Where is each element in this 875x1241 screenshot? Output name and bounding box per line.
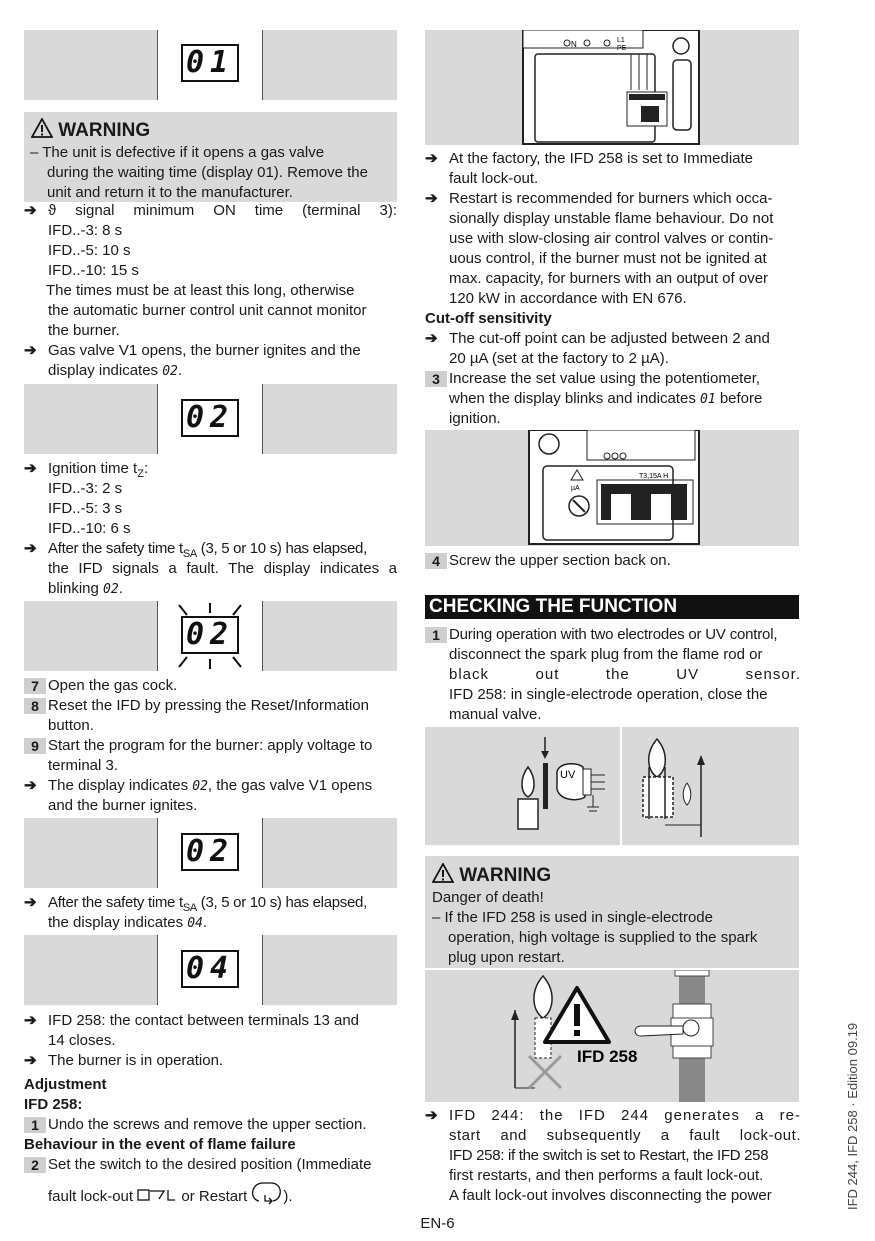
text-line: The cut-off point can be adjusted between 2 and: [449, 330, 770, 347]
step-text: black out the UV sensor.: [449, 666, 801, 683]
danger-text: Danger of death!: [432, 889, 544, 906]
text-line: and the burner ignites.: [48, 797, 198, 814]
text-line: IFD..-3: 2 s: [48, 480, 123, 497]
high-voltage-drawing: [425, 970, 799, 1102]
step-text: [425, 389, 801, 409]
step-text: Undo the screws and remove the upper section.: [48, 1116, 367, 1133]
text-line: start and subsequently a fault lock-out.: [449, 1127, 801, 1144]
text-span: (3, 5 or 10 s) has elapsed,: [196, 894, 367, 911]
warning-triangle-icon: [31, 118, 53, 138]
arrow-icon: ➔: [425, 330, 438, 347]
text-span: blinking: [48, 580, 104, 597]
text-line: [24, 361, 397, 381]
text-span: ).: [283, 1188, 293, 1205]
text-line: 20 µA (set at the factory to 2 µA).: [449, 350, 669, 367]
text-line: [24, 913, 397, 933]
warning-text: plug upon restart.: [448, 949, 565, 966]
arrow-icon: ➔: [24, 202, 37, 219]
warning-text: – The unit is defective if it opens a gas valve: [30, 144, 325, 161]
text-line: the burner.: [48, 322, 120, 339]
step-text: disconnect the spark plug from the flame rod or: [449, 646, 763, 663]
arrow-icon: ➔: [24, 540, 37, 557]
flame-check-panel: [425, 727, 799, 845]
text-line: IFD..-5: 10 s: [48, 242, 131, 259]
text-span: .: [202, 914, 208, 931]
display-code: 01: [700, 392, 716, 407]
display-panel-01: [24, 30, 397, 100]
text-line: IFD..-3: 8 s: [48, 222, 123, 239]
step-number: 8: [24, 698, 46, 714]
step-text: terminal 3.: [48, 757, 119, 774]
arrow-icon: ➔: [24, 460, 37, 477]
device-switch-panel: [425, 30, 799, 145]
text-line: [24, 776, 397, 796]
warning-text: – If the IFD 258 is used in single-electrode: [432, 909, 713, 926]
text-span: before: [715, 390, 763, 407]
text-line: fault lock-out.: [449, 170, 539, 187]
text-span: After the safety time t: [48, 540, 183, 557]
step-number: 2: [24, 1157, 46, 1173]
edition-side-text: IFD 244, IFD 258 · Edition 09.19: [845, 1022, 860, 1210]
text-line: [24, 459, 397, 479]
step-text: Open the gas cock.: [48, 677, 178, 694]
text-span: the display indicates: [48, 914, 188, 931]
text-span: :: [143, 460, 149, 477]
text-line: ϑ signal minimum ON time (terminal 3):: [48, 202, 397, 219]
subscript: Z: [137, 468, 144, 480]
terminal-l1-label: L1: [617, 37, 625, 44]
text-line: [24, 893, 397, 913]
step-text: ignition.: [449, 410, 501, 427]
warning-text: unit and return it to the manufacturer.: [47, 184, 293, 201]
step-text: Increase the set value using the potentiometer,: [449, 370, 761, 387]
text-line: Restart is recommended for burners which occa-: [449, 190, 773, 207]
text-line: first restarts, and then performs a fault lock-out.: [449, 1167, 764, 1184]
arrow-icon: ➔: [425, 1107, 438, 1124]
text-line: IFD..-10: 6 s: [48, 520, 131, 537]
lcd-display-02: 02: [181, 833, 239, 871]
text-line: IFD..-10: 15 s: [48, 262, 139, 279]
step-text: button.: [48, 717, 94, 734]
uv-label: UV: [560, 769, 576, 781]
fuse-label: T3,15A H: [639, 473, 669, 480]
step-number: 9: [24, 738, 46, 754]
lcd-display-02: 02: [181, 399, 239, 437]
text-span: (3, 5 or 10 s) has elapsed,: [196, 540, 367, 557]
lcd-display-02-blinking: 02: [181, 616, 239, 654]
checking-function-heading: CHECKING THE FUNCTION: [425, 595, 799, 619]
subscript: SA: [182, 902, 197, 914]
step-text: Screw the upper section back on.: [449, 552, 671, 569]
step-text: Set the switch to the desired position (Immediate: [48, 1156, 372, 1173]
text-line: IFD..-5: 3 s: [48, 500, 123, 517]
terminal-pe-label: PE: [617, 45, 627, 52]
behaviour-heading: Behaviour in the event of flame failure: [24, 1136, 296, 1153]
text-span: fault lock-out: [48, 1188, 138, 1205]
text-line: uous control, if the burner must not be ignited at: [449, 250, 767, 267]
lcd-display-01: 01: [181, 44, 239, 82]
uv-sensor-drawing: [425, 727, 799, 845]
text-line: the IFD signals a fault. The display indicates a: [48, 560, 397, 577]
step-text: Reset the IFD by pressing the Reset/Information: [48, 697, 369, 714]
warning-triangle-icon: [432, 863, 454, 883]
text-line: IFD 258: the contact between terminals 13 and: [48, 1012, 360, 1029]
lcd-display-04: 04: [181, 950, 239, 988]
text-line: max. capacity, for burners with an output of over: [449, 270, 769, 287]
text-line: The burner is in operation.: [48, 1052, 224, 1069]
display-code: 02: [192, 779, 208, 794]
warning-box: [425, 856, 799, 968]
step-number: 7: [24, 678, 46, 694]
text-line: 120 kW in accordance with EN 676.: [449, 290, 687, 307]
text-span: .: [177, 362, 183, 379]
display-code: 04: [187, 916, 203, 931]
text-line: the automatic burner control unit cannot monitor: [48, 302, 367, 319]
text-line: use with slow-closing air control valves or contin-: [449, 230, 774, 247]
page-number: EN-6: [420, 1215, 455, 1232]
fault-lockout-icon: [137, 1187, 177, 1203]
text-line: IFD 244: the IFD 244 generates a re-: [449, 1107, 801, 1124]
device-switch-drawing: [521, 30, 701, 145]
text-span: or Restart: [177, 1188, 252, 1205]
step-text: [24, 1181, 397, 1205]
text-span: .: [118, 580, 123, 597]
arrow-icon: ➔: [24, 342, 37, 359]
high-voltage-panel: [425, 970, 799, 1102]
text-line: At the factory, the IFD 258 is set to Immediate: [449, 150, 754, 167]
warning-title: WARNING: [459, 865, 552, 886]
warning-text: operation, high voltage is supplied to the spark: [448, 929, 758, 946]
arrow-icon: ➔: [24, 1052, 37, 1069]
cutoff-heading: Cut-off sensitivity: [425, 310, 552, 327]
arrow-icon: ➔: [24, 777, 37, 794]
display-code: 02: [162, 364, 178, 379]
warning-title: WARNING: [58, 120, 151, 141]
display-panel-02: [24, 384, 397, 454]
potentiometer-drawing: [527, 430, 701, 546]
subscript: SA: [182, 548, 197, 560]
text-span: when the display blinks and indicates: [449, 390, 700, 407]
text-span: The display indicates: [48, 777, 193, 794]
text-line: [24, 539, 397, 559]
warning-text: during the waiting time (display 01). Remove the: [47, 164, 368, 181]
text-line: The times must be at least this long, otherwise: [46, 282, 355, 299]
text-span: display indicates: [48, 362, 163, 379]
arrow-icon: ➔: [24, 894, 37, 911]
ifd258-heading: IFD 258:: [24, 1096, 83, 1113]
step-number: 1: [24, 1117, 46, 1133]
display-panel-04: [24, 935, 397, 1005]
text-span: , the gas valve V1 opens: [207, 777, 373, 794]
text-line: A fault lock-out involves disconnecting the power: [449, 1187, 772, 1204]
ua-label: µA: [571, 485, 580, 492]
restart-icon: [251, 1181, 283, 1205]
adjustment-heading: Adjustment: [24, 1076, 107, 1093]
ifd258-diagram-label: IFD 258: [577, 1047, 638, 1066]
text-line: sionally display unstable flame behaviour. Do not: [449, 210, 774, 227]
step-text: manual valve.: [449, 706, 542, 723]
display-code: 02: [103, 582, 119, 597]
text-span: Ignition time t: [48, 460, 138, 477]
step-text: During operation with two electrodes or UV control,: [449, 626, 778, 643]
text-span: After the safety time t: [48, 894, 183, 911]
step-number: 1: [425, 627, 447, 643]
warning-box: [24, 112, 397, 202]
arrow-icon: ➔: [24, 1012, 37, 1029]
arrow-icon: ➔: [425, 150, 438, 167]
step-text: IFD 258: in single-electrode operation, close the: [449, 686, 768, 703]
text-line: 14 closes.: [48, 1032, 116, 1049]
step-number: 3: [425, 371, 447, 387]
display-panel-02-blinking: [24, 601, 397, 671]
step-text: Start the program for the burner: apply voltage to: [48, 737, 373, 754]
arrow-icon: ➔: [425, 190, 438, 207]
step-number: 4: [425, 553, 447, 569]
text-line: IFD 258: if the switch is set to Restart, the IFD 258: [449, 1147, 769, 1164]
terminal-n-label: N: [571, 40, 577, 49]
potentiometer-panel: [425, 430, 799, 546]
display-panel-02: [24, 818, 397, 888]
text-line: [24, 579, 397, 599]
text-line: Gas valve V1 opens, the burner ignites and the: [48, 342, 361, 359]
